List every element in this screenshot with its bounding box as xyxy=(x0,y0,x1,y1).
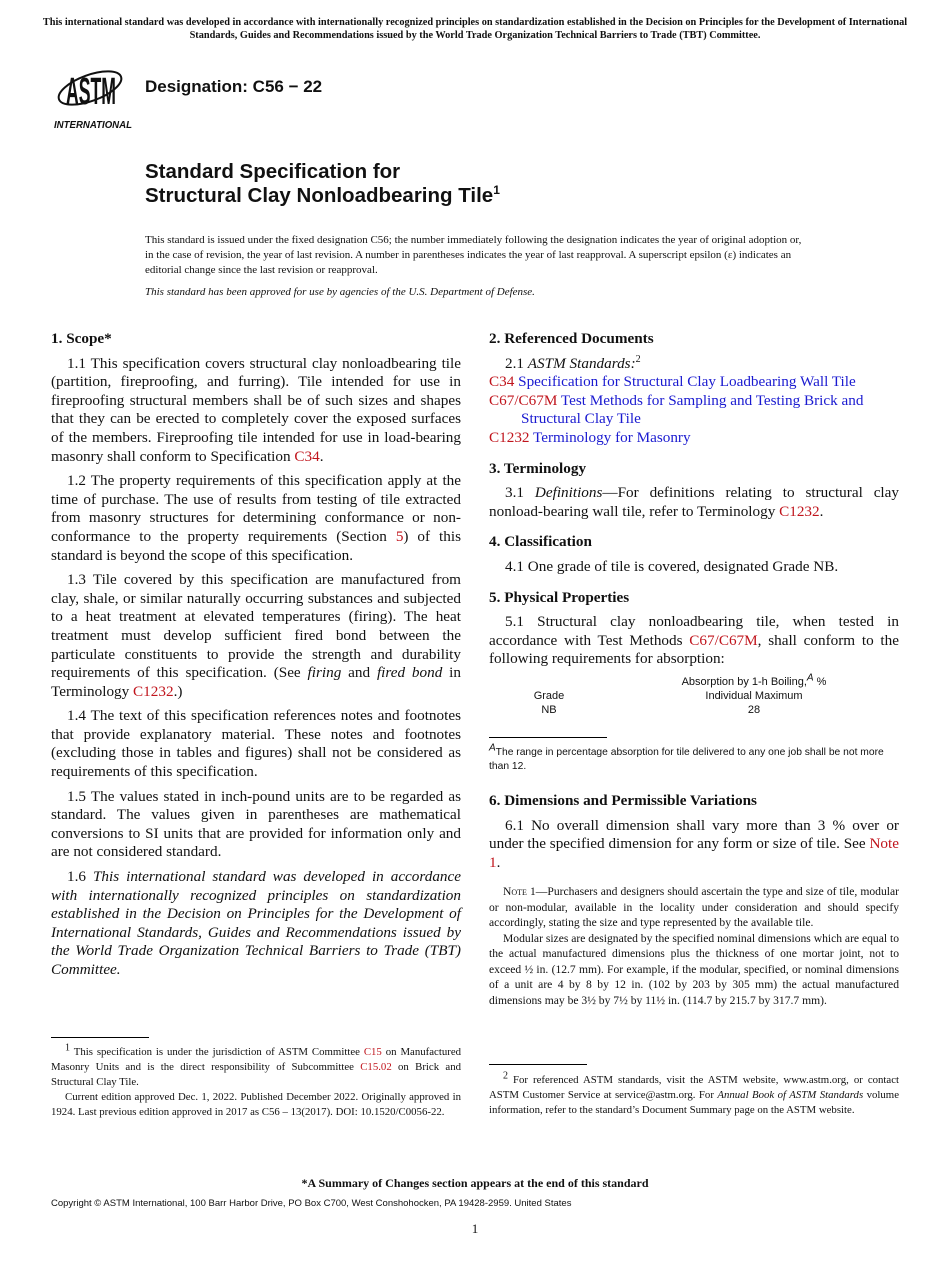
left-footnotes xyxy=(51,1042,462,1120)
text: .) xyxy=(173,682,183,700)
footnote-1 xyxy=(51,1042,462,1090)
text: in Terminology xyxy=(51,664,461,700)
reference-item xyxy=(489,392,899,429)
text: This specification is under the jurisdiction of ASTM Committee xyxy=(70,1046,364,1058)
section-2-1 xyxy=(489,355,899,374)
text: and xyxy=(341,664,377,682)
reference-item xyxy=(489,429,899,448)
text: 5.1 Structural clay nonloadbearing tile, when tested in accordance with Test Methods xyxy=(489,613,899,649)
section-6-heading: 6. Dimensions and Permissible Variations xyxy=(489,791,757,809)
title-footnote-ref[interactable]: 1 xyxy=(493,183,500,198)
footnote-marker: A xyxy=(489,742,496,754)
text: 1.3 Tile covered by this specification are manufactured from clay, shale, or similar naturally occurring substances and subjected to a heat treatment at elevated temperatures (firing). The heat treatment must develop sufficient fired bond between the particulate constituents to provide the strength and durability requirements of this specification. (See xyxy=(51,571,461,682)
italic-text: firing xyxy=(307,664,342,682)
text: 3.1 xyxy=(505,484,535,502)
astm-logo-icon xyxy=(52,58,134,132)
designation: Designation: C56 − 22 xyxy=(145,77,323,96)
scope-paragraph xyxy=(51,571,461,701)
table-cell-grade: NB xyxy=(541,703,557,716)
italic-text: Annual Book of ASTM Standards xyxy=(717,1089,864,1101)
note-1-paragraph-2: Modular sizes are designated by the specified nominal dimensions which are equal to the actual manufactured dimensions plus the thickness of one mortar joint, not to exceed ½ in. (12.7 mm). For example, if the modular, specified, or nominal dimensions of a unit are 4 by 8 by 12 in. (102 by 203 by 305 mm) the actual manufactured dimensions may be 3½ by 7½ by 11½ in. (114.7 by 215.7 by 317.7 mm). xyxy=(489,931,900,1007)
reference-title-link[interactable]: Test Methods for Sampling and Testing Brick and Structural Clay Tile xyxy=(521,391,864,428)
section-5-1 xyxy=(489,613,899,669)
header-text: Absorption by 1-h Boiling, xyxy=(681,675,807,688)
text: on Brick and Structural Clay Tile. xyxy=(51,1061,461,1088)
text: , shall conform to the following requirements for absorption: xyxy=(489,631,899,668)
title-line-2 xyxy=(145,184,500,208)
section-5-heading: 5. Physical Properties xyxy=(489,588,630,606)
section-2-heading: 2. Referenced Documents xyxy=(489,330,654,347)
right-footnotes xyxy=(489,1070,899,1118)
cross-reference-link[interactable]: Note 1 xyxy=(489,835,899,871)
section-6-1 xyxy=(489,817,899,873)
issuance-note: This standard is issued under the fixed designation C56; the number immediately following the designation indicates the year of original adoption or, in the case of revision, the year of last revision. A number in parentheses indicates the year of last reapproval. A superscript epsilon (ε) indicates an editorial change since the last revision or reapproval. xyxy=(145,234,802,276)
section-1-heading: 1. Scope* xyxy=(51,330,112,347)
note-label: Note 1 xyxy=(503,885,536,899)
footnote-1-edition xyxy=(51,1090,461,1120)
summary-of-changes-note: *A Summary of Changes section appears at the end of this standard xyxy=(301,1176,649,1190)
note-1 xyxy=(489,884,899,931)
title-text: Structural Clay Nonloadbearing Tile xyxy=(145,184,494,207)
astm-standards-label: ASTM Standards: xyxy=(527,354,636,372)
scope-paragraph xyxy=(51,868,461,980)
footnote-divider xyxy=(51,1037,149,1038)
tbt-notice: This international standard was developed in accordance with internationally recognized principles on standardization established in the Decision on Principles for the Development of International Standards, Guides and Recommendations issued by the World Trade Organization Technical Barriers to Trade (TBT) Committee. xyxy=(42,17,908,41)
table-cell-value: 28 xyxy=(747,703,761,716)
reference-title-link[interactable]: Specification for Structural Clay Loadbearing Wall Tile xyxy=(514,373,856,391)
text: . xyxy=(496,853,501,871)
text: 6.1 No overall dimension shall vary more than 3 % over or under the specified dimension for any form or size of tile. See xyxy=(489,816,899,853)
text: —For definitions relating to structural clay nonload-bearing wall tile, refer to Terminology xyxy=(489,484,899,520)
cross-reference-link[interactable]: C15.02 xyxy=(360,1061,392,1073)
scope-paragraph xyxy=(51,355,461,467)
scope-paragraph xyxy=(51,472,461,565)
copyright: Copyright © ASTM International, 100 Barr Harbor Drive, PO Box C700, West Conshohocken, PA 19428-2959. United States xyxy=(51,1198,572,1209)
text: 1.5 The values stated in inch-pound units are to be regarded as standard. The values given in parentheses are mathematical conversions to SI units that are provided for information only and are not considered standard. xyxy=(51,787,461,861)
cross-reference-link[interactable]: C67/C67M xyxy=(689,631,758,649)
title-line-1: Standard Specification for xyxy=(145,160,401,183)
dod-approval-note: This standard has been approved for use by agencies of the U.S. Department of Defense. xyxy=(145,286,535,298)
table-header-max: Individual Maximum xyxy=(705,689,803,702)
text: 1.2 The property requirements of this specification apply at the time of purchase. The use of results from testing of tile extracted from masonry structures for determining conformance or non-conformance to the property requirements (Section xyxy=(51,472,461,545)
italic-text: This international standard was developed in accordance with internationally recognized principles on standardization established in the Decision on Principles for the Development of International Standards, Guides and Recommendations issued by the World Trade Organization Technical Barriers to Trade (TBT) Committee. xyxy=(51,868,462,978)
reference-title-link[interactable]: Terminology for Masonry xyxy=(529,428,691,446)
cross-reference-link[interactable]: 5 xyxy=(395,527,404,545)
text: volume information, refer to the standard’s Document Summary page on the ASTM website. xyxy=(489,1089,899,1116)
text: For referenced ASTM standards, visit the ASTM website, www.astm.org, or contact ASTM Customer Service at service@astm.org. For xyxy=(489,1074,899,1101)
svg-text:ASTM: ASTM xyxy=(66,71,116,113)
footnote-ref[interactable]: 2 xyxy=(635,353,641,365)
cross-reference-link[interactable]: C1232 xyxy=(779,502,820,520)
text: 4.1 One grade of tile is covered, designated Grade NB. xyxy=(505,557,839,575)
italic-text: fired bond xyxy=(376,664,443,682)
text: 1.4 The text of this specification references notes and footnotes that provide explanatory material. These notes and footnotes (excluding those in tables and figures) shall not be considered as requirements of this specification. xyxy=(51,707,461,781)
footnote-marker: 2 xyxy=(503,1070,508,1082)
section-4-1 xyxy=(489,558,899,577)
table-footnote xyxy=(489,742,899,774)
cross-reference-link[interactable]: C1232 xyxy=(133,682,174,700)
table-header-absorption xyxy=(609,672,899,689)
absorption-table xyxy=(489,672,899,717)
reference-code-link[interactable]: C34 xyxy=(489,373,515,391)
page-title xyxy=(145,160,500,208)
table-footnote-ref: A xyxy=(806,672,814,684)
left-column xyxy=(51,330,461,986)
reference-code-link[interactable]: C1232 xyxy=(489,428,530,446)
section-3-heading: 3. Terminology xyxy=(489,459,587,477)
page-number: 1 xyxy=(471,1221,479,1236)
reference-code-link[interactable]: C67/C67M xyxy=(489,391,558,409)
table-footnote-divider xyxy=(489,737,607,738)
referenced-documents-list xyxy=(489,373,899,447)
cross-reference-link[interactable]: C34 xyxy=(294,447,320,465)
scope-paragraph xyxy=(51,707,461,781)
note-text: —Purchasers and designers should ascertain the type and size of tile, modular or non-modular, available in the locality under consideration and should specify accordingly, stating the size and type represented by the available tile. xyxy=(489,885,899,930)
text: Current edition approved Dec. 1, 2022. Published December 2022. Originally approved in 1924. Last previous edition approved in 2017 as C56 – 13(2017). DOI: 10.1520/C0056-22. xyxy=(51,1091,461,1118)
right-column xyxy=(489,330,899,1008)
text: ) of this standard is beyond the scope of this specification. xyxy=(51,527,461,564)
footnote-divider xyxy=(489,1064,587,1065)
reference-item xyxy=(489,373,899,392)
text: 1.6 xyxy=(67,868,93,886)
table-header-grade: Grade xyxy=(533,689,565,702)
svg-text:INTERNATIONAL: INTERNATIONAL xyxy=(54,120,132,131)
text: . xyxy=(319,447,324,465)
section-4-heading: 4. Classification xyxy=(489,533,592,551)
cross-reference-link[interactable]: C15 xyxy=(363,1046,382,1058)
footnote-text: The range in percentage absorption for tile delivered to any one job shall be not more than 12. xyxy=(489,746,884,772)
text: . xyxy=(819,502,824,520)
text: 1.1 This specification covers structural clay nonloadbearing tile (partition, fireproofing, and furring). Tile intended for use in fireproofing structural members shall be of such sizes and shapes that they can be erected to completely cover the exposed surfaces of the members. Fireproofing tile intended for use in load-bearing masonry shall conform to Specification xyxy=(51,354,461,465)
para-number: 2.1 xyxy=(505,354,528,372)
scope-paragraph xyxy=(51,788,461,862)
table-header-blank xyxy=(489,675,609,689)
header-unit: % xyxy=(813,675,827,688)
section-3-1 xyxy=(489,484,899,521)
text: on Manufactured Masonry Units and is the direct responsibility of Subcommittee xyxy=(51,1046,462,1073)
italic-text: Definitions xyxy=(534,484,603,502)
footnote-marker: 1 xyxy=(65,1042,70,1054)
footnote-2 xyxy=(489,1070,899,1118)
